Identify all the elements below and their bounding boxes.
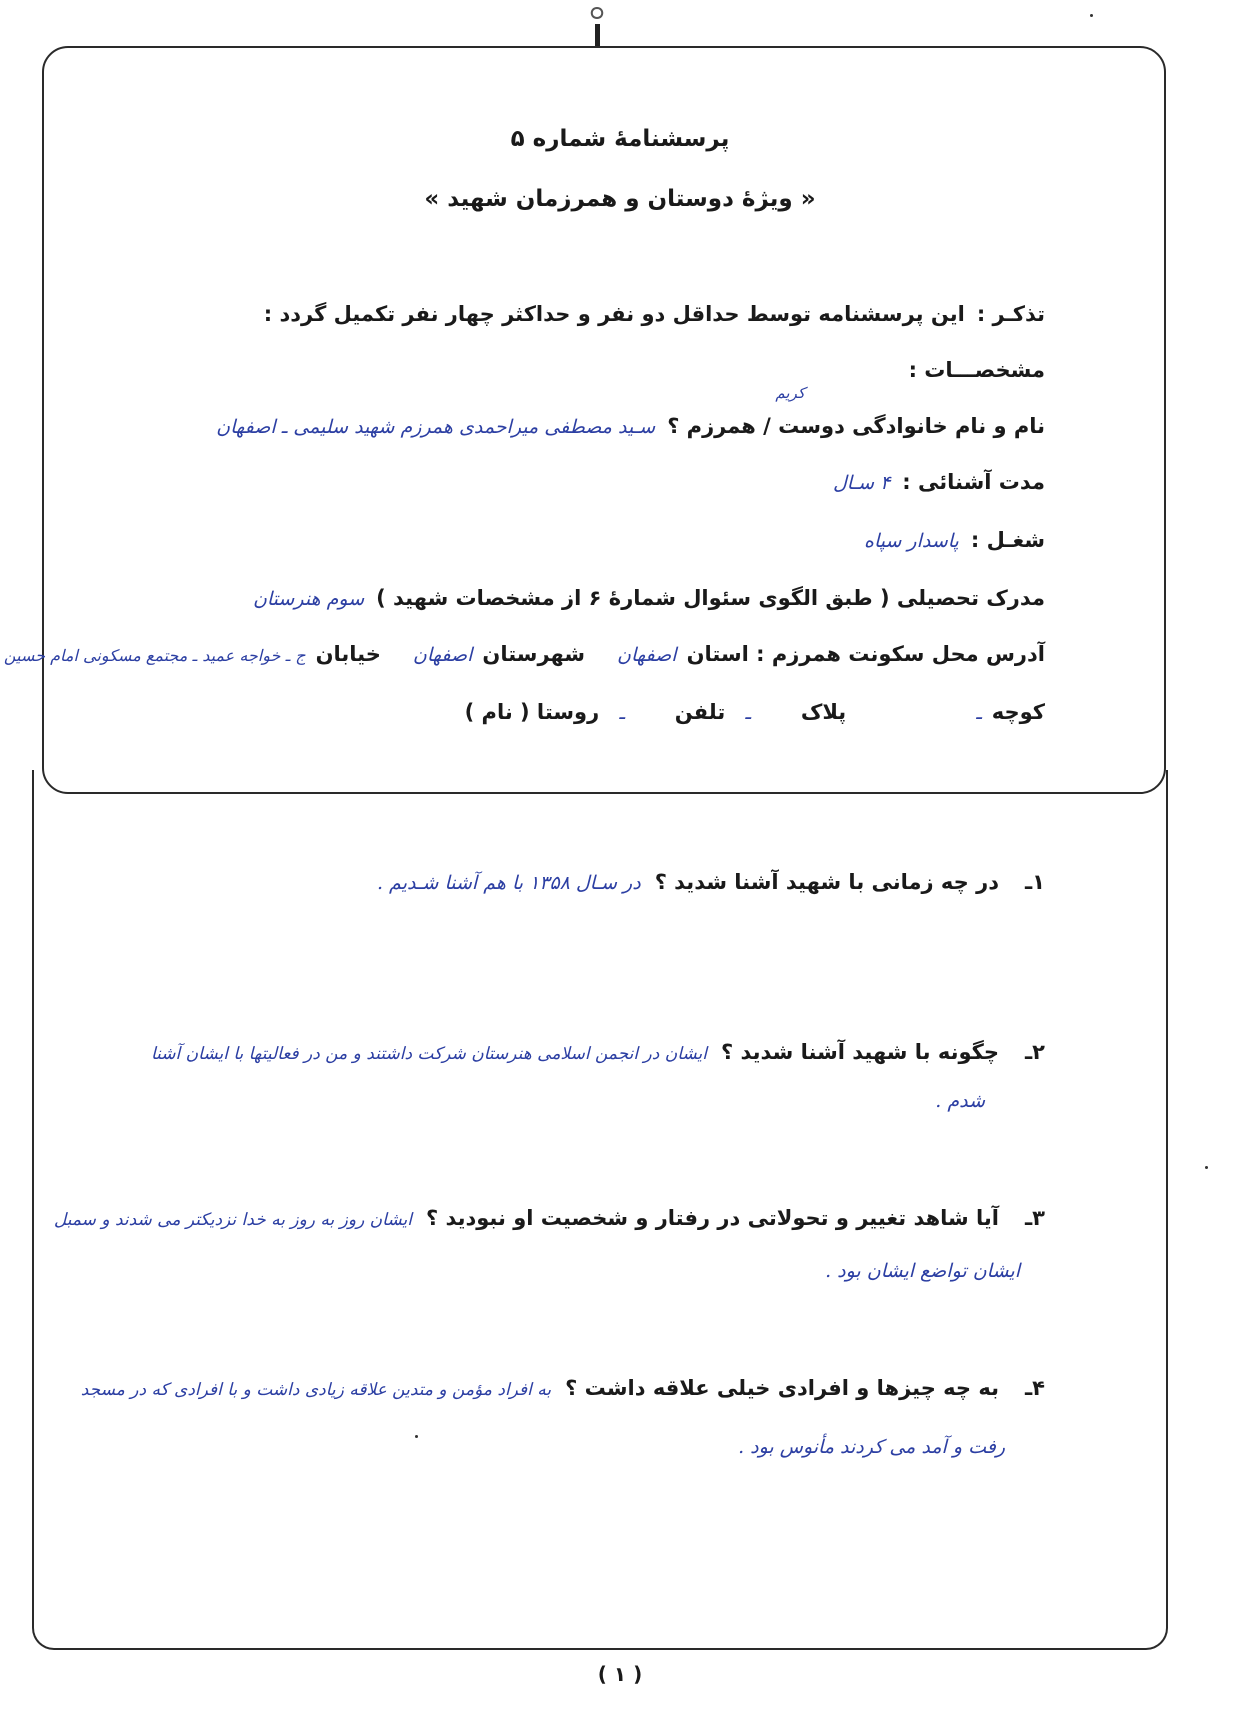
- job-row: [864, 528, 1045, 552]
- education-value: سوم هنرستان: [252, 588, 365, 610]
- street-label: خیابان: [315, 642, 381, 666]
- address-row: [4, 642, 1045, 666]
- question-number: ۱ـ: [1024, 870, 1045, 894]
- alley-label: کوچه: [991, 700, 1045, 724]
- job-label: شغـل :: [970, 528, 1045, 552]
- scan-speck: [415, 1435, 418, 1438]
- question-3: [54, 1206, 1045, 1230]
- duration-value: ۴ سـال: [832, 472, 891, 494]
- scan-speck: [1090, 14, 1093, 17]
- question-number: ۲ـ: [1024, 1040, 1045, 1064]
- note-line: [264, 302, 1045, 326]
- duration-label: مدت آشنائی :: [902, 470, 1045, 494]
- scan-speck: [1205, 1166, 1208, 1169]
- answer-line: ایشان در انجمن اسلامی هنرستان شرکت داشتند و من در فعالیتها با ایشان آشنا: [151, 1044, 708, 1064]
- village-label: روستا ( نام ): [464, 700, 600, 724]
- address-row-2: [465, 700, 1045, 724]
- question-4: [81, 1376, 1045, 1400]
- duration-row: [833, 470, 1045, 494]
- city-value: اصفهان: [412, 644, 473, 666]
- phone-label: تلفن: [674, 700, 726, 724]
- province-value: اصفهان: [617, 644, 677, 666]
- phone-value: ـ: [619, 702, 625, 724]
- name-row: [216, 414, 1045, 438]
- question-1: [377, 870, 1045, 894]
- alley-value: ـ: [976, 702, 982, 724]
- question-number: ۳ـ: [1024, 1206, 1045, 1230]
- question-text: در چه زمانی با شهید آشنا شدید ؟: [654, 870, 999, 894]
- note-label: تذکـر :: [976, 302, 1045, 326]
- address-label: آدرس محل سکونت همرزم : استان: [686, 642, 1045, 666]
- answer-line: در سـال ۱۳۵۸ با هم آشنا شـدیم .: [376, 872, 641, 894]
- question-number: ۴ـ: [1024, 1376, 1045, 1400]
- education-row: [253, 586, 1045, 610]
- specs-label: مشخصـــات :: [908, 358, 1045, 382]
- page-title: پرسشنامهٔ شماره ۵: [510, 126, 730, 152]
- question-2: [151, 1040, 1045, 1064]
- name-value: سـید مصطفی میراحمدی همرزم شهید سلیمی ـ اصفهان: [216, 416, 656, 438]
- page-subtitle: « ویژهٔ دوستان و همرزمان شهید »: [424, 186, 816, 212]
- question-text: چگونه با شهید آشنا شدید ؟: [721, 1040, 999, 1064]
- question-text: آیا شاهد تغییر و تحولاتی در رفتار و شخصیت او نبودید ؟: [425, 1206, 999, 1230]
- city-label: شهرستان: [482, 642, 586, 666]
- job-value: پاسدار سپاه: [863, 530, 959, 552]
- answer-line-2: شدم .: [935, 1090, 985, 1112]
- specs-heading: [909, 358, 1045, 382]
- question-text: به چه چیزها و افرادی خیلی علاقه داشت ؟: [565, 1376, 999, 1400]
- page-number: ( ۱ ): [597, 1662, 643, 1686]
- answer-line: به افراد مؤمن و متدین علاقه زیادی داشت و با افرادی که در مسجد: [80, 1380, 552, 1400]
- education-label: مدرک تحصیلی ( طبق الگوی سئوال شمارهٔ ۶ از مشخصات شهید ): [376, 586, 1045, 610]
- note-text: این پرسشنامه توسط حداقل دو نفر و حداکثر چهار نفر تکمیل گردد :: [263, 302, 965, 326]
- street-value: ج ـ خواجه عمید ـ مجتمع مسکونی امام حسین: [3, 646, 306, 665]
- answer-line: ایشان روز به روز به خدا نزدیکتر می شدند و سمبل: [53, 1210, 412, 1230]
- answer-line-2: رفت و آمد می کردند مأنوس بود .: [738, 1436, 1005, 1458]
- name-insert: کریم: [775, 384, 805, 402]
- name-label: نام و نام خانوادگی دوست / همرزم ؟: [667, 414, 1045, 438]
- plaque-value: ـ: [745, 702, 751, 724]
- plaque-label: پلاک: [800, 700, 847, 724]
- answer-line-2: ایشان تواضع ایشان بود .: [825, 1260, 1020, 1282]
